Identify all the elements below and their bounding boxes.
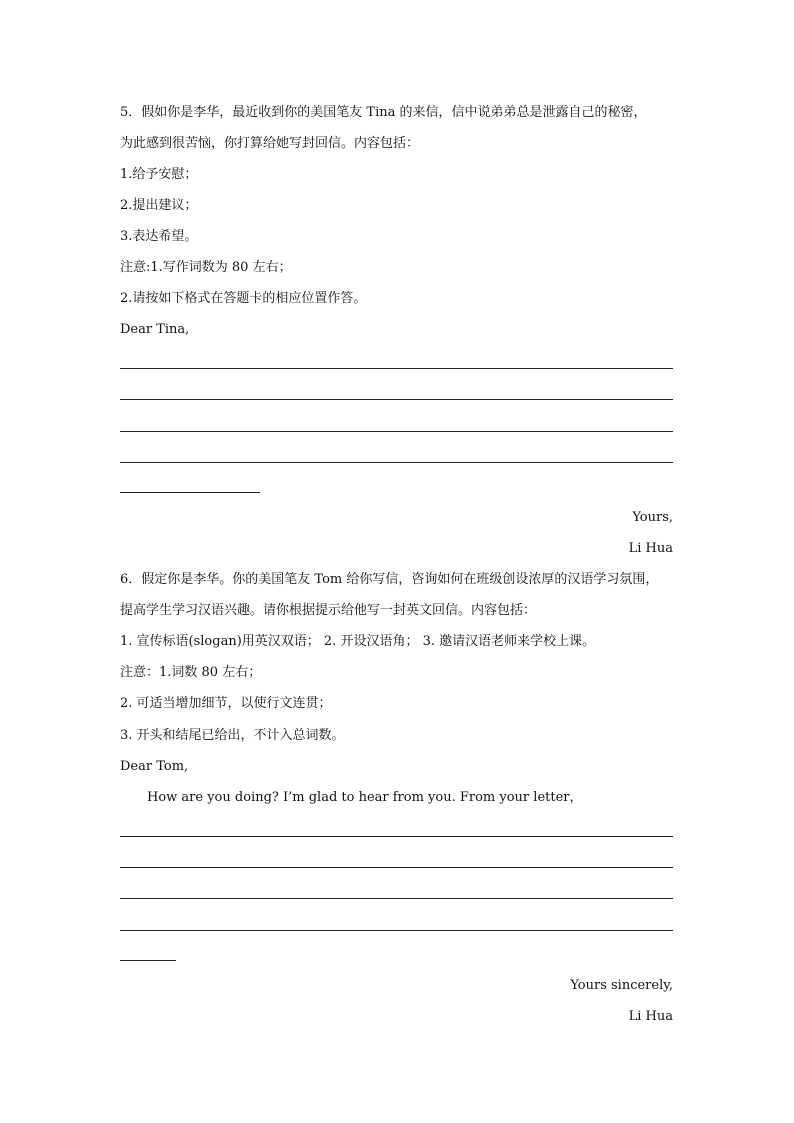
- q6-note-1: 注意：1.词数 80 左右；: [120, 665, 262, 680]
- q5-answer-line: [120, 462, 673, 463]
- q6-answer-line: [120, 898, 673, 899]
- q6-note-3: 3. 开头和结尾已给出，不计入总词数。: [120, 728, 345, 743]
- q6-answer-line-short: [120, 960, 176, 961]
- q5-point-3: 3.表达希望。: [120, 229, 198, 244]
- q5-answer-line: [120, 431, 673, 432]
- q5-answer-line-short: [120, 492, 260, 493]
- q5-signature: Li Hua: [628, 541, 673, 556]
- q6-opening-sentence: How are you doing? I’m glad to hear from you. From your letter，: [147, 790, 583, 805]
- q6-closing: Yours sincerely,: [570, 978, 673, 993]
- q6-answer-line: [120, 867, 673, 868]
- q6-greeting: Dear Tom,: [120, 759, 189, 774]
- q5-intro-line-2: 为此感到很苦恼，你打算给她写封回信。内容包括：: [120, 136, 420, 151]
- q6-answer-line: [120, 930, 673, 931]
- q5-answer-line: [120, 399, 673, 400]
- q5-closing: Yours,: [632, 510, 673, 525]
- q6-signature: Li Hua: [628, 1009, 673, 1024]
- q5-point-1: 1.给予安慰；: [120, 167, 198, 182]
- q5-note-2: 2.请按如下格式在答题卡的相应位置作答。: [120, 291, 367, 306]
- q5-intro-line-1: 5．假如你是李华，最近收到你的美国笔友 Tina 的来信，信中说弟弟总是泄露自己的秘密，: [120, 105, 647, 120]
- q5-greeting: Dear Tina,: [120, 322, 190, 337]
- q6-points: 1. 宣传标语(slogan)用英汉双语； 2. 开设汉语角； 3. 邀请汉语老师来学校上课。: [120, 634, 596, 649]
- q5-point-2: 2.提出建议；: [120, 198, 198, 213]
- q6-note-2: 2. 可适当增加细节，以使行文连贯；: [120, 696, 332, 711]
- q5-note-1: 注意:1.写作词数为 80 左右；: [120, 260, 292, 275]
- q5-answer-line: [120, 368, 673, 369]
- q6-answer-line: [120, 836, 673, 837]
- q6-intro-line-2: 提高学生学习汉语兴趣。请你根据提示给他写一封英文回信。内容包括：: [120, 603, 537, 618]
- q6-intro-line-1: 6．假定你是李华。你的美国笔友 Tom 给你写信，咨询如何在班级创设浓厚的汉语学习氛围，: [120, 572, 659, 587]
